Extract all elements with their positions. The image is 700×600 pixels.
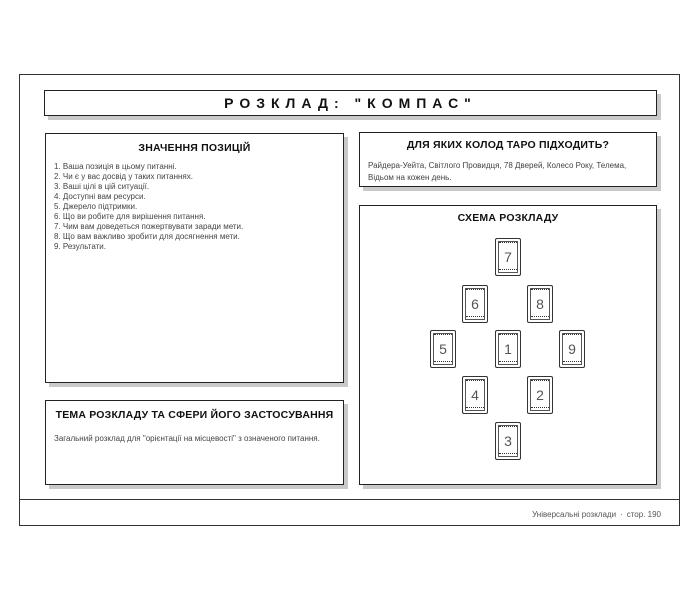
page-title: РОЗКЛАД: "КОМПАС" [224, 95, 477, 111]
card-9: 9 [559, 330, 585, 368]
list-item: 7. Чим вам доведеться пожертвувати заради мети. [54, 222, 244, 231]
card-3: 3 [495, 422, 521, 460]
card-2: 2 [527, 376, 553, 414]
footer-section: Універсальні розклади [532, 510, 617, 519]
card-5: 5 [430, 330, 456, 368]
list-item: 3. Ваші цілі в цій ситуації. [54, 182, 150, 191]
theme-heading: ТЕМА РОЗКЛАДУ ТА СФЕРИ ЙОГО ЗАСТОСУВАННЯ [55, 409, 334, 421]
card-4: 4 [462, 376, 488, 414]
page-sheet [19, 74, 680, 526]
list-item: 8. Що вам важливо зробити для досягнення мети. [54, 232, 240, 241]
list-item: 4. Доступні вам ресурси. [54, 192, 146, 201]
decks-text: Райдера-Уейта, Світлого Провидця, 78 Дверей, Колесо Року, Телема, Відьом на кожен день. [368, 161, 627, 182]
title-banner [44, 90, 657, 116]
card-8: 8 [527, 285, 553, 323]
decks-panel [359, 132, 657, 187]
decks-heading: ДЛЯ ЯКИХ КОЛОД ТАРО ПІДХОДИТЬ? [406, 139, 610, 151]
footer-divider [20, 499, 679, 500]
page-footer: Універсальні розклади · стор. 190 [532, 510, 661, 519]
list-item: 6. Що ви робите для вирішення питання. [54, 212, 206, 221]
list-item: 1. Ваша позиція в цьому питанні. [54, 162, 177, 171]
scheme-panel [359, 205, 657, 485]
theme-text: Загальний розклад для "орієнтації на місцевості" з означеного питання. [54, 434, 320, 443]
positions-heading: ЗНАЧЕННЯ ПОЗИЦІЙ [138, 142, 251, 154]
card-7: 7 [495, 238, 521, 276]
list-item: 9. Результати. [54, 242, 106, 251]
positions-panel [45, 133, 344, 383]
card-1: 1 [495, 330, 521, 368]
positions-list [54, 162, 335, 252]
page-number: стор. 190 [626, 510, 661, 519]
scheme-heading: СХЕМА РОЗКЛАДУ [457, 212, 559, 224]
list-item: 5. Джерело підтримки. [54, 202, 138, 211]
card-6: 6 [462, 285, 488, 323]
list-item: 2. Чи є у вас досвід у таких питаннях. [54, 172, 193, 181]
theme-panel [45, 400, 344, 485]
